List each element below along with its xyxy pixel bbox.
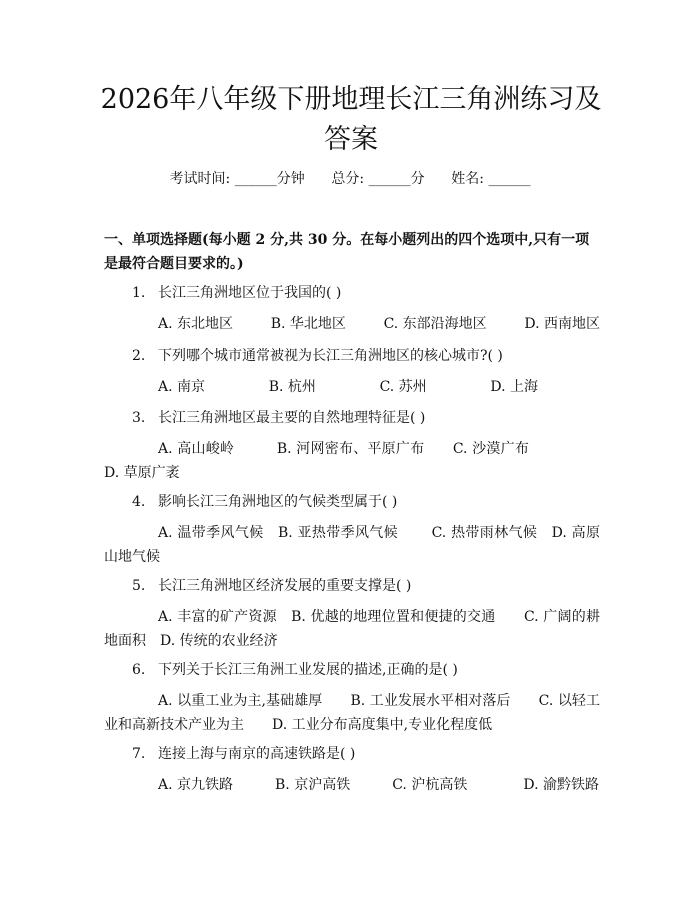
score-label: 总分: <box>331 171 365 187</box>
option-c: C. 苏州 <box>379 379 427 395</box>
question-number: 4. <box>132 494 146 510</box>
question-text: 长江三角洲地区位于我国的( ) <box>158 285 342 301</box>
question-7-options <box>104 773 600 797</box>
question-number: 7. <box>132 746 146 762</box>
option-b: B. 京沪高铁 <box>275 777 351 793</box>
question-1-stem <box>104 281 600 305</box>
question-2-options <box>104 375 600 399</box>
question-text: 下列哪个城市通常被视为长江三角洲地区的核心城市?( ) <box>158 348 503 364</box>
option-d: D. 渝黔铁路 <box>523 777 599 793</box>
option-c: C. 东部沿海地区 <box>383 316 487 332</box>
question-number: 6. <box>132 662 146 678</box>
option-a: A. 以重工业为主,基础雄厚 <box>158 693 323 709</box>
option-c: C. 广阔的耕地面积 <box>104 609 600 649</box>
question-1-options <box>104 312 600 336</box>
exam-info-line <box>0 168 700 188</box>
question-4-stem <box>104 490 600 514</box>
option-d: D. 工业分布高度集中,专业化程度低 <box>272 717 493 733</box>
question-4-options <box>104 521 600 569</box>
option-d: D. 高原山地气候 <box>104 525 600 565</box>
question-6-stem <box>104 658 600 682</box>
option-b: B. 亚热带季风气候 <box>277 525 399 541</box>
option-d: D. 草原广袤 <box>104 465 180 481</box>
option-a: A. 高山峻岭 <box>158 441 235 457</box>
section-heading: 一、单项选择题(每小题 2 分,共 30 分。在每小题列出的四个选项中,只有一项是最符合题目要求的。) <box>104 232 590 272</box>
option-b: B. 优越的地理位置和便捷的交通 <box>291 609 496 625</box>
score-unit: 分 <box>410 171 425 187</box>
score-blank: ______ <box>368 171 411 187</box>
option-a: A. 南京 <box>158 379 206 395</box>
option-a: A. 温带季风气候 <box>158 525 264 541</box>
option-c: C. 沪杭高铁 <box>392 777 468 793</box>
question-number: 5. <box>132 578 146 594</box>
option-b: B. 华北地区 <box>270 316 346 332</box>
option-a: A. 京九铁路 <box>158 777 234 793</box>
option-d: D. 上海 <box>490 379 538 395</box>
option-c: C. 热带雨林气候 <box>431 525 538 541</box>
option-b: B. 杭州 <box>268 379 316 395</box>
question-text: 下列关于长江三角洲工业发展的描述,正确的是( ) <box>158 662 458 678</box>
question-7-stem <box>104 742 600 766</box>
time-unit: 分钟 <box>276 171 305 187</box>
time-label: 考试时间: <box>169 171 231 187</box>
question-text: 连接上海与南京的高速铁路是( ) <box>158 746 356 762</box>
question-number: 3. <box>132 410 146 426</box>
question-3-stem <box>104 406 600 430</box>
name-label: 姓名: <box>451 171 484 187</box>
option-c: C. 以轻工业和高新技术产业为主 <box>104 693 600 733</box>
option-b: B. 工业发展水平相对落后 <box>350 693 511 709</box>
question-3-options <box>104 437 600 485</box>
option-a: A. 丰富的矿产资源 <box>158 609 277 625</box>
option-c: C. 沙漠广布 <box>452 441 530 457</box>
question-5-options <box>104 605 600 653</box>
question-number: 1. <box>132 285 146 301</box>
question-text: 长江三角洲地区最主要的自然地理特征是( ) <box>158 410 426 426</box>
option-a: A. 东北地区 <box>158 316 234 332</box>
option-b: B. 河网密布、平原广布 <box>276 441 425 457</box>
question-6-options <box>104 689 600 737</box>
question-5-stem <box>104 574 600 598</box>
question-2-stem <box>104 344 600 368</box>
question-number: 2. <box>132 348 146 364</box>
question-text: 影响长江三角洲地区的气候类型属于( ) <box>158 494 398 510</box>
option-d: D. 西南地区 <box>524 316 600 332</box>
time-blank: ______ <box>234 171 277 187</box>
question-text: 长江三角洲地区经济发展的重要支撑是( ) <box>158 578 412 594</box>
name-blank: ______ <box>488 171 531 187</box>
document-title: 2026年八年级下册地理长江三角洲练习及答案 <box>100 84 602 155</box>
option-d: D. 传统的农业经济 <box>160 633 278 649</box>
